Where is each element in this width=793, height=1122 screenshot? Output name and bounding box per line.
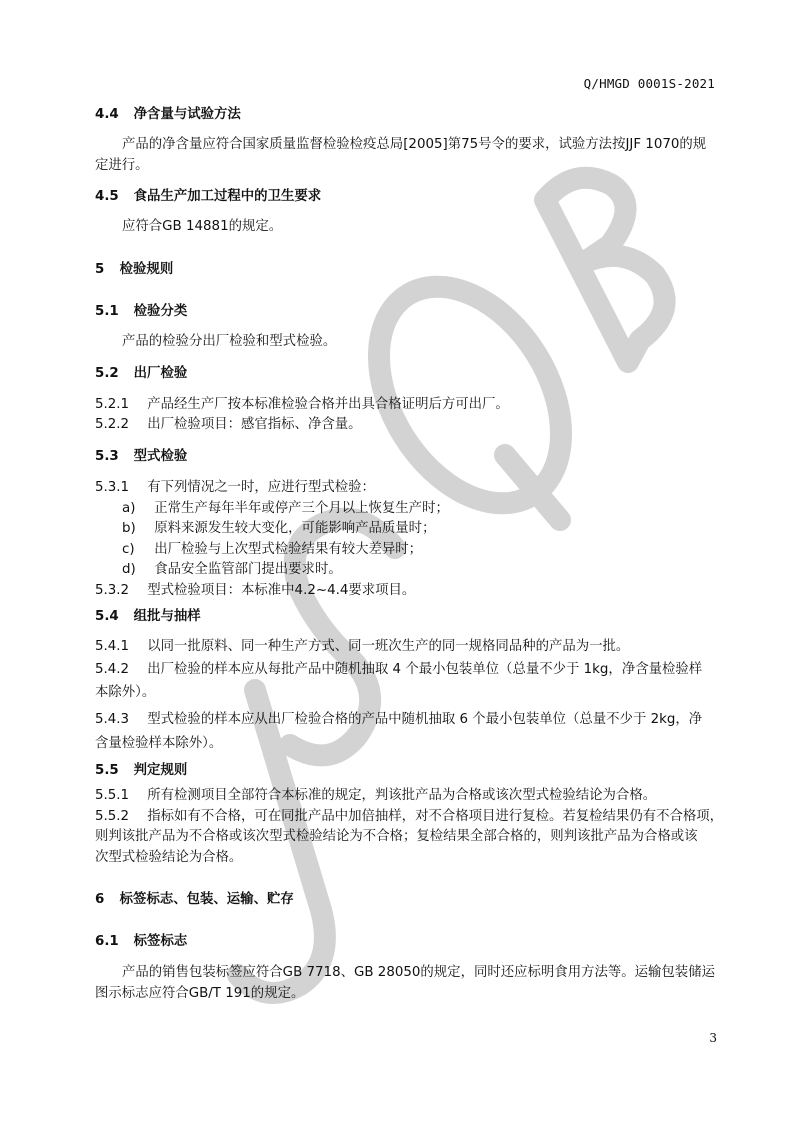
section-number: 5.1 (95, 304, 119, 319)
doc-code-header: Q/HMGD 0001S-2021 (583, 76, 715, 91)
section-5-3-heading (95, 446, 720, 467)
clause-text: 产品经生产厂按本标准检验合格并出具合格证明后方可出厂。 (147, 397, 509, 412)
clause-number: 5.3.1 (95, 480, 130, 495)
paragraph-line: 含量检验样本除外）。 (95, 736, 223, 751)
clause-5-4-2 (95, 659, 720, 680)
paragraph-line: 产品的销售包装标签应符合GB 7718、GB 28050的规定，同时还应标明食用方法等。运输包装储运 (122, 965, 715, 980)
paragraph-line: 图示标志应符合GB/T 191的规定。 (95, 986, 305, 1001)
section-5-2-heading (95, 363, 720, 384)
chapter-5-heading (95, 259, 720, 280)
list-text: 出厂检验与上次型式检验结果有较大差异时； (154, 542, 423, 557)
list-item (122, 539, 747, 560)
chapter-number: 6 (95, 892, 105, 907)
clause-text: 有下列情况之一时，应进行型式检验： (147, 480, 375, 495)
chapter-title: 检验规则 (119, 262, 174, 277)
section-number: 5.3 (95, 449, 119, 464)
section-title: 组批与抽样 (133, 609, 201, 624)
list-text: 正常生产每年半年或停产三个月以上恢复生产时； (154, 501, 449, 516)
clause-number: 5.2.1 (95, 397, 130, 412)
clause-text: 型式检验项目：本标准中4.2~4.4要求项目。 (147, 583, 416, 598)
section-title: 判定规则 (133, 763, 188, 778)
list-item (122, 498, 747, 519)
clause-number: 5.3.2 (95, 583, 130, 598)
clause-number: 5.4.1 (95, 639, 130, 654)
paragraph-line: 产品的检验分出厂检验和型式检验。 (122, 334, 337, 349)
section-4-5-heading (95, 186, 720, 207)
clause-number: 5.4.3 (95, 712, 130, 727)
section-title: 检验分类 (133, 304, 188, 319)
clause-5-4-3 (95, 709, 720, 730)
list-marker: c) (122, 542, 135, 557)
clause-5-2-1 (95, 394, 720, 415)
clause-5-3-2 (95, 580, 720, 601)
clause-5-3-1 (95, 477, 720, 498)
section-5-5-heading (95, 760, 720, 781)
clause-text: 出厂检验项目：感官指标、净含量。 (147, 417, 362, 432)
chapter-6-heading (95, 889, 720, 910)
chapter-title: 标签标志、包装、运输、贮存 (119, 892, 294, 907)
section-number: 6.1 (95, 934, 119, 949)
clause-5-5-1 (95, 785, 720, 806)
section-5-4-heading (95, 606, 720, 627)
paragraph-line: 次型式检验结论为合格。 (95, 850, 243, 865)
section-title: 标签标志 (133, 934, 188, 949)
clause-number: 5.2.2 (95, 417, 130, 432)
list-item (122, 559, 747, 580)
clause-text: 指标如有不合格，可在同批产品中加倍抽样，对不合格项目进行复检。若复检结果仍有不合格项， (147, 809, 724, 824)
paragraph-line: 则判该批产品为不合格或该次型式检验结论为不合格；复检结果全部合格的，则判该批产品为合格或该 (95, 829, 698, 844)
clause-text: 型式检验的样本应从出厂检验合格的产品中随机抽取 6 个最小包装单位（总量不少于 2kg，净 (147, 712, 703, 727)
section-number: 5.4 (95, 609, 119, 624)
list-item (122, 518, 747, 539)
clause-5-2-2 (95, 414, 720, 435)
chapter-number: 5 (95, 262, 105, 277)
section-number: 5.2 (95, 366, 119, 381)
clause-number: 5.5.2 (95, 809, 130, 824)
clause-5-5-2 (95, 806, 724, 827)
paragraph-line: 定进行。 (95, 158, 149, 173)
clause-text: 所有检测项目全部符合本标准的规定，判该批产品为合格或该次型式检验结论为合格。 (147, 788, 657, 803)
section-number: 5.5 (95, 763, 119, 778)
page-number: 3 (709, 1031, 717, 1045)
clause-5-4-1 (95, 636, 720, 657)
clause-number: 5.4.2 (95, 662, 130, 677)
list-marker: d) (122, 562, 136, 577)
section-title: 净含量与试验方法 (133, 107, 241, 122)
section-6-1-heading (95, 931, 720, 952)
section-number: 4.4 (95, 107, 119, 122)
section-title: 食品生产加工过程中的卫生要求 (133, 189, 322, 204)
list-marker: b) (122, 521, 136, 536)
clause-text: 以同一批原料、同一种生产方式、同一班次生产的同一规格同品种的产品为一批。 (147, 639, 630, 654)
section-5-1-heading (95, 301, 720, 322)
section-number: 4.5 (95, 189, 119, 204)
section-title: 型式检验 (133, 449, 188, 464)
section-title: 出厂检验 (133, 366, 188, 381)
paragraph-line: 应符合GB 14881的规定。 (122, 219, 283, 234)
list-marker: a) (122, 501, 136, 516)
paragraph-line: 产品的净含量应符合国家质量监督检验检疫总局[2005]第75号令的要求，试验方法按JJF 1070的规 (122, 137, 707, 152)
clause-number: 5.5.1 (95, 788, 130, 803)
clause-text: 出厂检验的样本应从每批产品中随机抽取 4 个最小包装单位（总量不少于 1kg，净含量检验样 (147, 662, 703, 677)
list-text: 食品安全监管部门提出要求时。 (154, 562, 342, 577)
paragraph-line: 本除外）。 (95, 685, 156, 700)
section-4-4-heading (95, 104, 720, 125)
list-text: 原料来源发生较大变化，可能影响产品质量时； (154, 521, 436, 536)
